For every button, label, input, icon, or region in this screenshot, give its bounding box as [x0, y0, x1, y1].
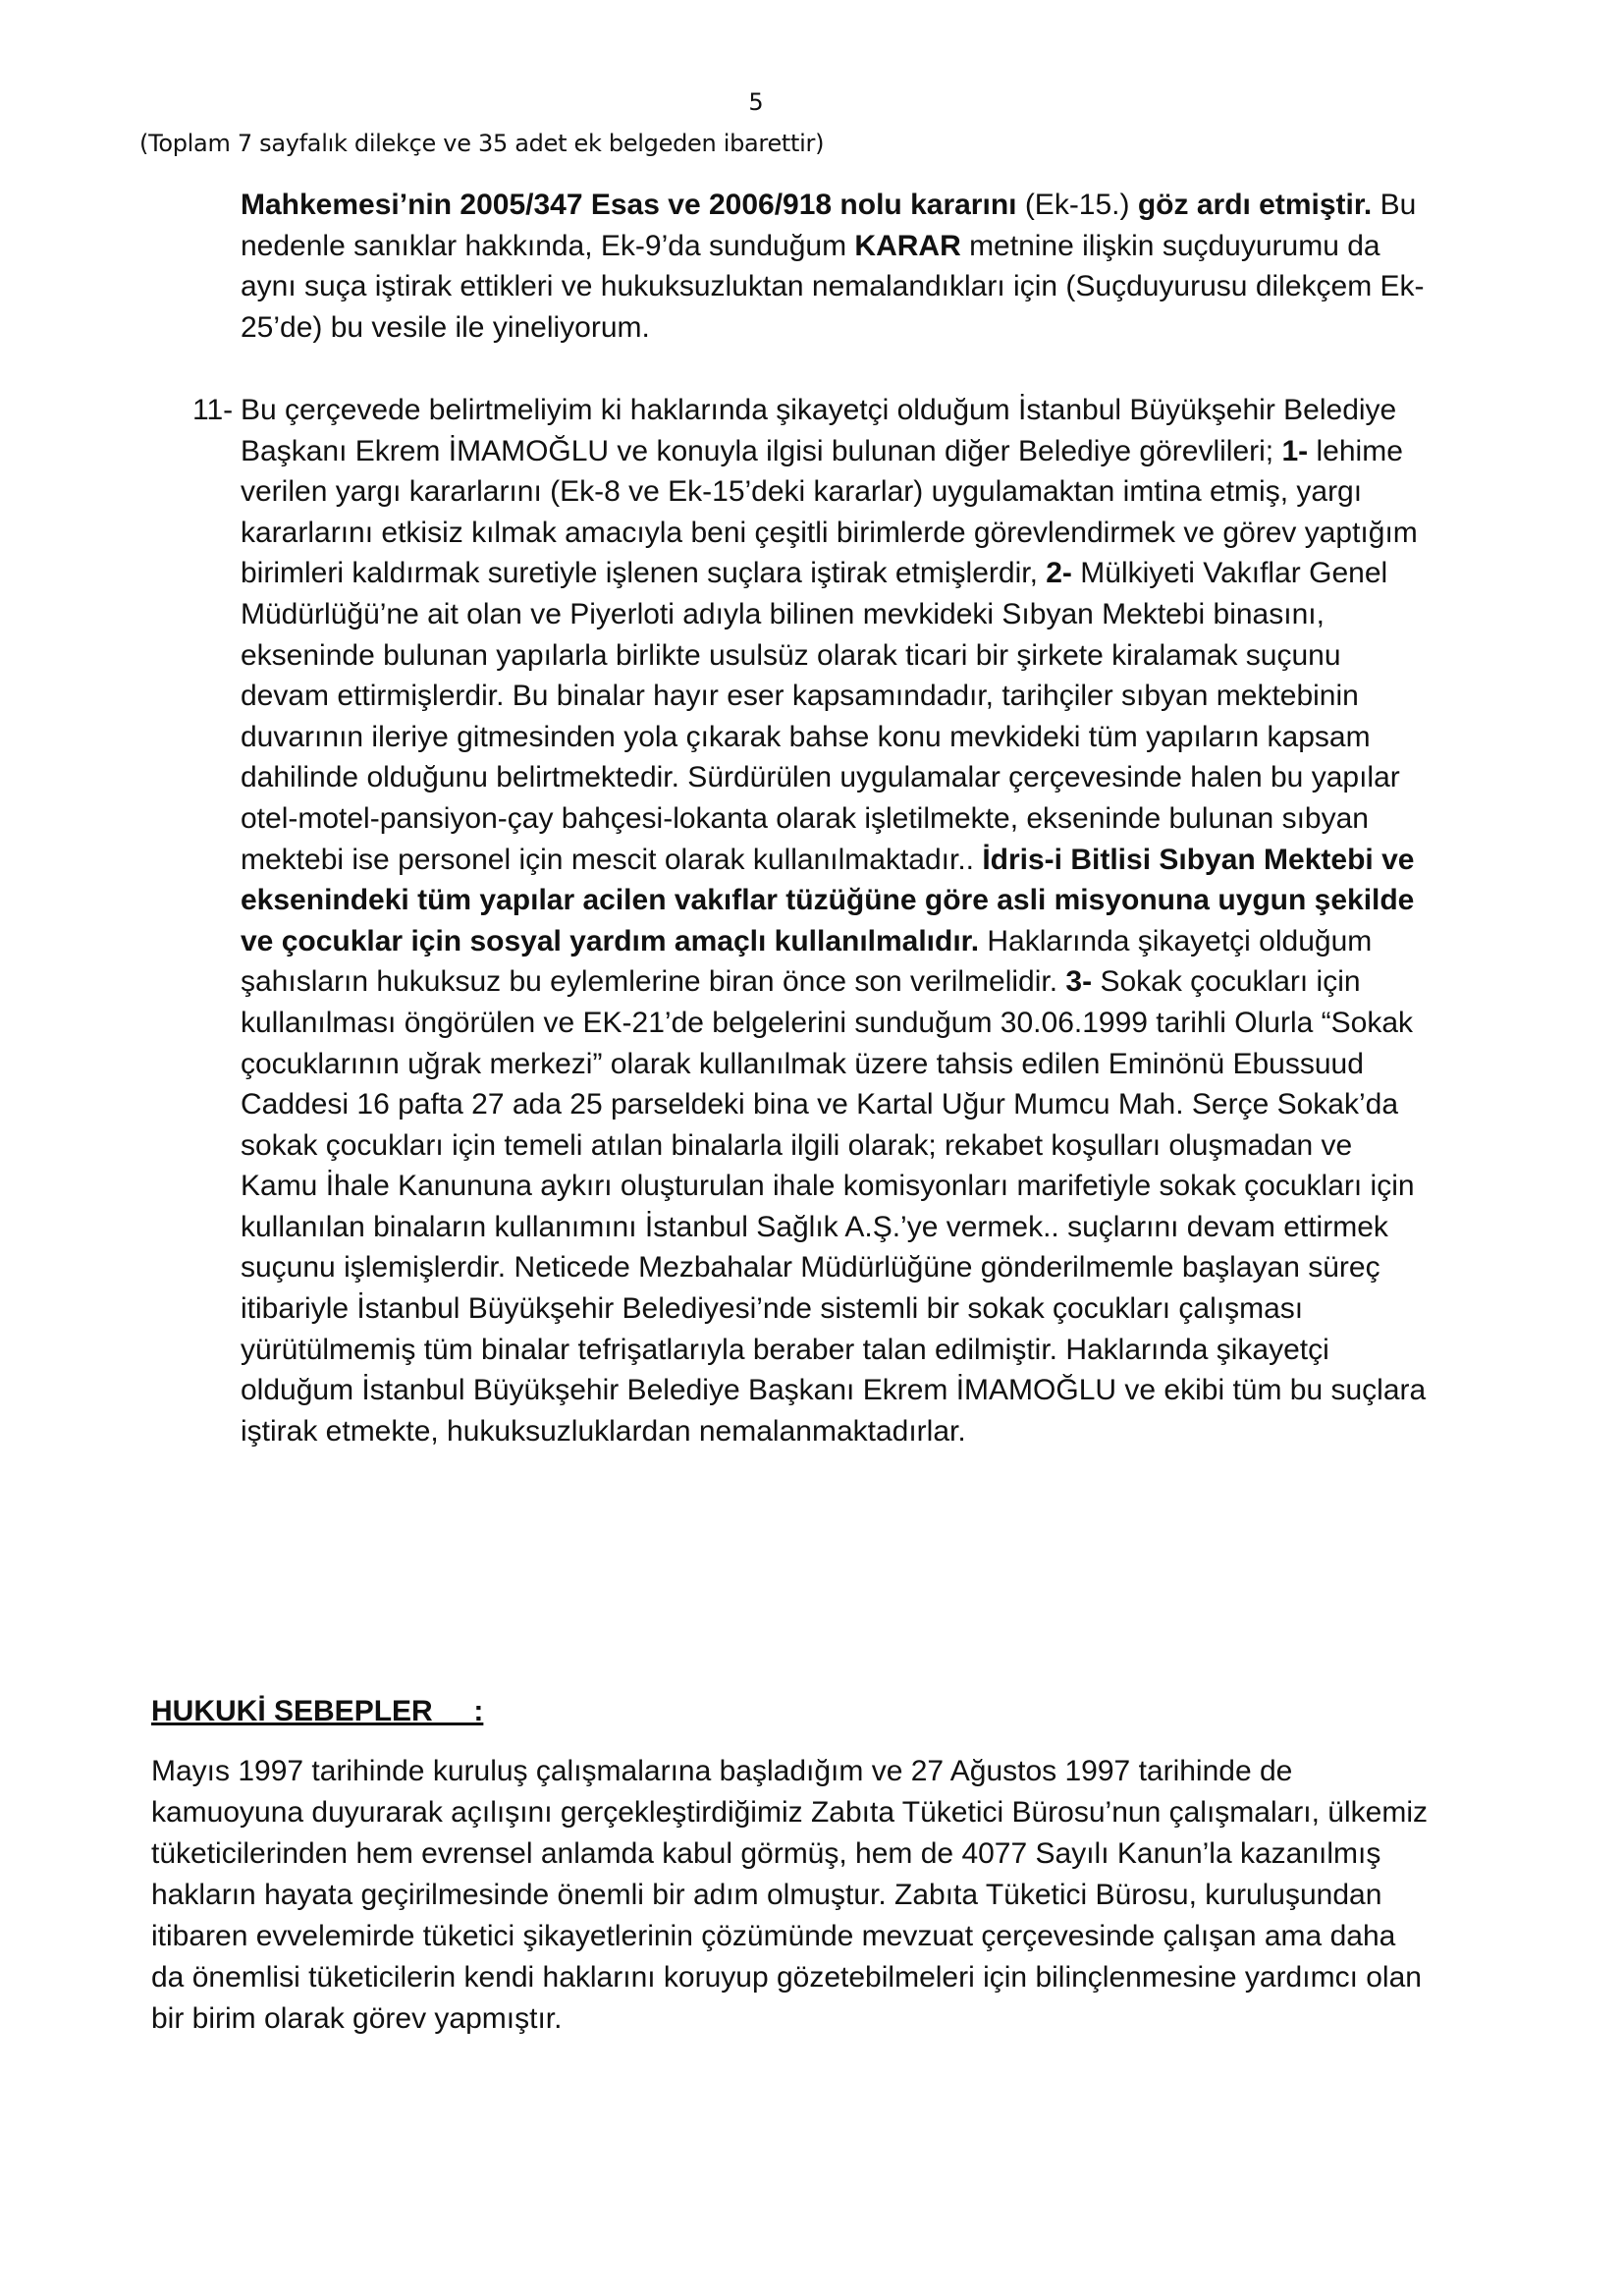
- item-bold: 2-: [1046, 557, 1072, 590]
- continuation-text: Bu nedenle sanıklar hakkında, Ek-9’da sunduğum: [241, 189, 1417, 262]
- legal-grounds-text: Mayıs 1997 tarihinde kuruluş çalışmalarına başladığım ve 27 Ağustos 1997 tarihinde de kamuoyuna duyurarak açılışını gerçekleştirdiğimiz Zabıta Tüketici Bürosu’nun çalışmaları, ülkemiz tüketicilerinden hem evrensel anlamda kabul görmüş, hem de 4077 Sayılı Kanun’la kazanılmış hakların hayata geçirilmesinde önemli bir adım olmuştur. Zabıta Tüketici Bürosu, kuruluşundan itibaren evvelemirde tüketici şikayetlerinin çözümünde mevzuat çerçevesinde çalışan ama daha da önemlisi tüketicilerin kendi haklarını koruyup gözetebilmeleri için bilinçlenmesine yardımcı olan bir birim olarak görev yapmıştır.: [151, 1755, 1428, 2035]
- continuation-text: (Ek-15.): [1016, 189, 1138, 221]
- item-text: Bu çerçevede belirtmeliyim ki haklarında şikayetçi olduğum İstanbul Büyükşehir Belediye Başkanı Ekrem İMAMOĞLU ve konuyla ilgisi bulunan diğer Belediye görevlileri;: [241, 394, 1397, 467]
- item-text: Haklarında şikayetçi olduğum şahısların hukuksuz bu eylemlerine biran önce son verilmelidir.: [241, 924, 1373, 999]
- page-number: 5: [748, 88, 764, 116]
- page-note: (Toplam 7 sayfalık dilekçe ve 35 adet ek belgeden ibarettir): [139, 130, 825, 157]
- item-text: Sokak çocukları için kullanılması öngörülen ve EK-21’de belgelerini sunduğum 30.06.1999 tarihli Olurla “Sokak çocuklarının uğrak merkezi” olarak kullanılmak üzere tahsis edilen Eminönü Ebussuud Caddesi 16 pafta 27 ada 25 parseldeki bina ve Kartal Uğur Mumcu Mah. Serçe Sokak’da sokak çocukları için temeli atılan binalarla ilgili olarak; rekabet koşulları oluşmadan ve Kamu İhale Kanununa aykırı oluşturulan ihale komisyonları marifetiyle sokak çocukları için kullanılan binaların kullanımını İstanbul Sağlık A.Ş.’ye vermek.. suçlarını devam ettirmek suçunu işlemişlerdir. Neticede Mezbahalar Müdürlüğüne gönderilmemle başlayan süreç itibariyle İstanbul Büyükşehir Belediyesi’nde sistemli bir sokak çocukları çalışması yürütülmemiş tüm binalar tefrişatlarıyla beraber talan edilmiştir. Haklarında şikayetçi olduğum İstanbul Büyükşehir Belediye Başkanı Ekrem İMAMOĞLU ve ekibi tüm bu suçlara iştirak etmekte, hukuksuzluklardan nemalanmaktadırlar.: [241, 965, 1427, 1448]
- continuation-bold: Mahkemesi’nin 2005/347 Esas ve 2006/918 nolu kararını: [241, 189, 1017, 221]
- item-text: Mülkiyeti Vakıflar Genel Müdürlüğü’ne ait olan ve Piyerloti adıyla bilinen mevkideki Sıbyan Mektebi binasını, ekseninde bulunan yapılarla birlikte usulsüz olarak ticari bir şirkete kiralamak suçunu devam ettirmişlerdir. Bu binalar hayır eser kapsamındadır, tarihçiler sıbyan mektebinin duvarının ileriye gitmesinden yola çıkarak bahse konu mevkideki tüm yapıların kapsam dahilinde olduğunu belirtmektedir. Sürdürülen uygulamalar çerçevesinde halen bu yapılar otel-motel-pansiyon-çay bahçesi-lokanta olarak işletilmekte, ekseninde bulunan sıbyan mektebi ise personel için mescit olarak kullanılmaktadır..: [241, 557, 1400, 876]
- item-11-body: [241, 390, 1430, 1451]
- continuation-text: metnine ilişkin suçduyurumu da aynı suça iştirak ettikleri ve hukuksuzluktan nemalandıkları için (Suçduyurusu dilekçem Ek-25’de) bu vesile ile yineliyorum.: [241, 229, 1425, 344]
- item-bold: 1-: [1281, 434, 1309, 467]
- item-bold: İdris-i Bitlisi Sıbyan Mektebi ve eksenindeki tüm yapılar acilen vakıflar tüzüğüne göre asli misyonuna uygun şekilde ve çocuklar için sosyal yardım amaçlı kullanılmalıdır.: [241, 843, 1415, 957]
- item-bold: 3-: [1065, 965, 1093, 999]
- item-number: 11-: [192, 394, 234, 426]
- legal-grounds-heading: HUKUKİ SEBEPLER :: [151, 1695, 484, 1727]
- continuation-paragraph: [241, 185, 1429, 348]
- item-text: lehime verilen yargı kararlarını (Ek-8 ve Ek-15’deki kararlar) uygulamaktan imtina etmiş, yargı kararlarını etkisiz kılmak amacıyla beni çeşitli birimlerde görevlendirmek ve görev yaptığım birimleri kaldırmak suretiyle işlenen suçlara iştirak etmişlerdir,: [241, 434, 1418, 590]
- continuation-bold: KARAR: [854, 229, 961, 262]
- legal-grounds-paragraph: [151, 1751, 1428, 2040]
- continuation-bold: göz ardı etmiştir.: [1137, 189, 1373, 221]
- item-11: [192, 390, 1430, 1451]
